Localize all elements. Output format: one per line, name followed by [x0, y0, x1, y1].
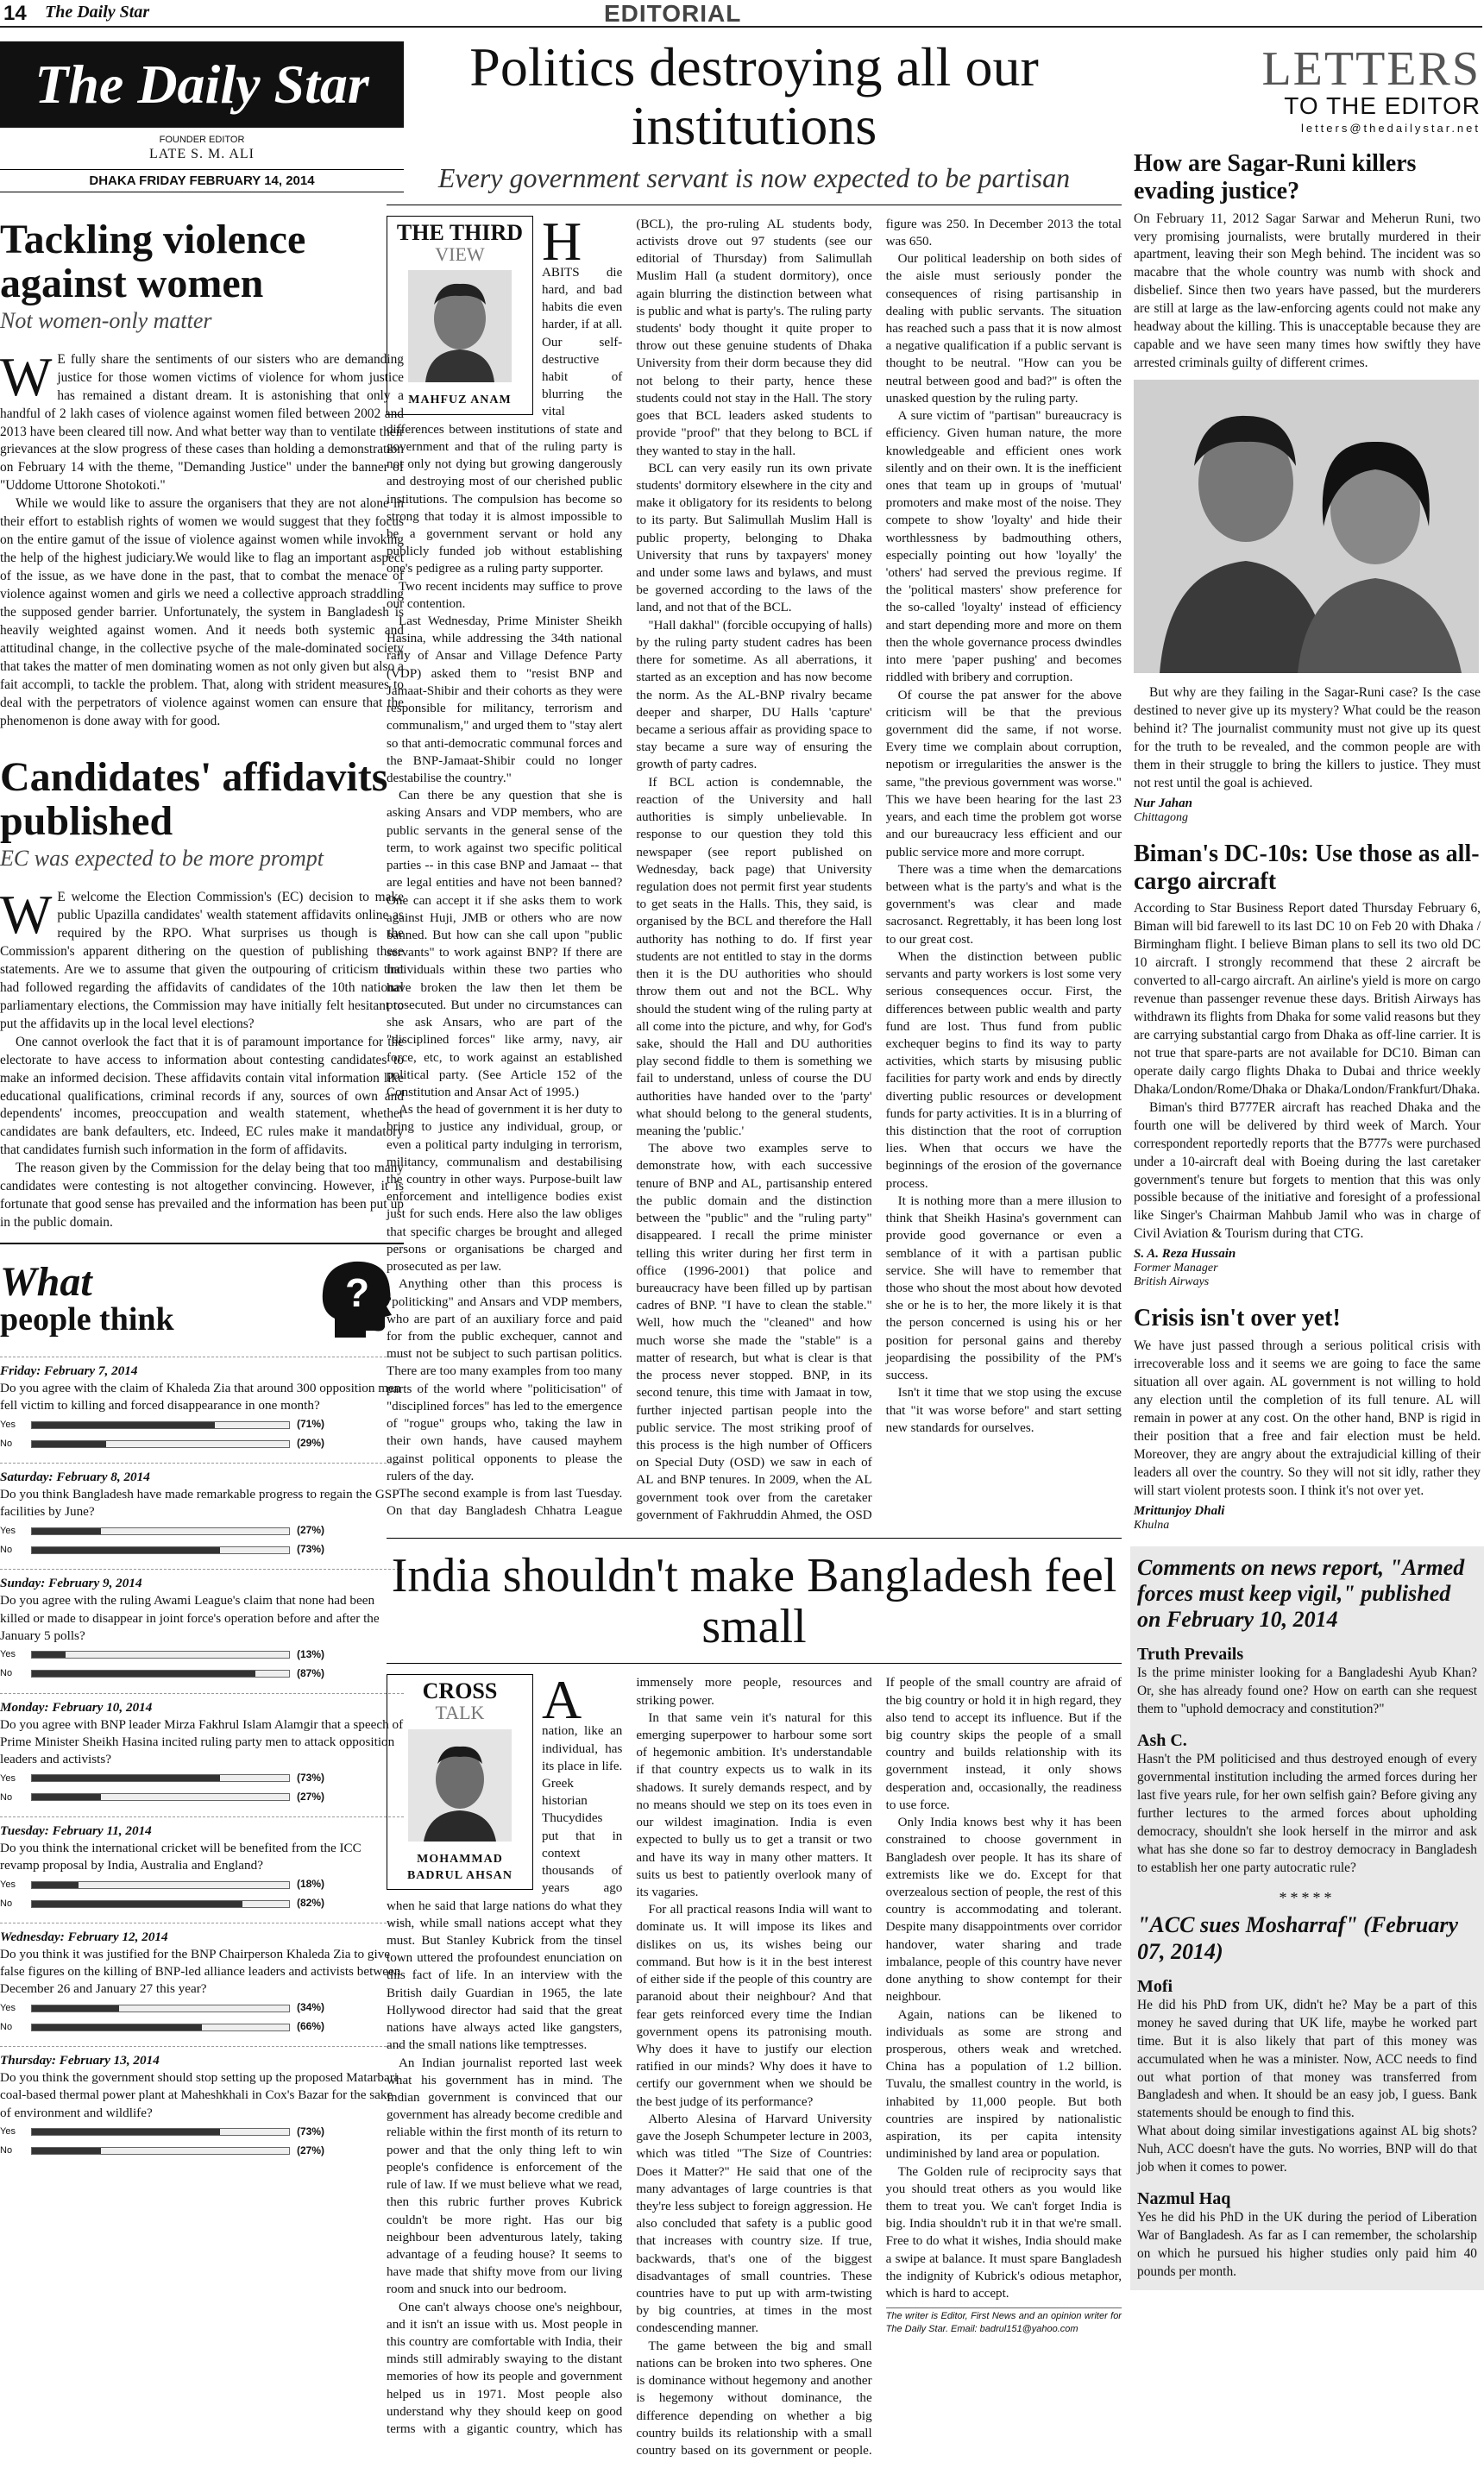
- letters-subtitle: TO THE EDITOR: [1284, 92, 1481, 119]
- poll-bar-fill: [32, 1422, 215, 1428]
- poll-bar-label: No: [0, 1791, 13, 1803]
- dropcap: W: [0, 345, 53, 407]
- dateline: DHAKA FRIDAY FEBRUARY 14, 2014: [0, 169, 404, 192]
- poll-date: Monday: February 10, 2014: [0, 1699, 153, 1715]
- paragraph: E fully share the sentiments of our sisters who are demanding justice for those women victims of violence for whom justice has remained a distant dream. It is astonishing that only a handful of 2 lakh cases of violence against women filed between 2002 and 2013 have been cleared till now. And what better way than to ventilate their grievances at the slow progress of these cases than holding a demonstration on February 14 with the theme, "Demanding Justice" under the banner of "Uddome Uttorone Shotokoti.": [0, 351, 404, 494]
- commenter-name: Nazmul Haq: [1137, 2189, 1231, 2209]
- poll-bar-track: [31, 1793, 290, 1801]
- poll-question: Do you agree with BNP leader Mirza Fakhrul Islam Alamgir that a speech of Prime Minister Sheikh Hasina incited ruling party men to attack opposition leaders and activists?: [0, 1716, 404, 1766]
- letter-signer: S. A. Reza Hussain: [1134, 1247, 1236, 1262]
- poll-bar-fill: [32, 1528, 101, 1534]
- middle-column: [387, 35, 1122, 2458]
- paragraph: The reason given by the Commission for the delay being that too many candidates were contesting is not altogether convincing. However, it is fortunate that good sense has prevailed and the information has been put up in the public domain.: [0, 1161, 404, 1231]
- poll-bar-track: [31, 2005, 290, 2012]
- poll-bar-no: [0, 1541, 404, 1558]
- poll-bar-percent: (73%): [297, 1771, 325, 1784]
- poll-bar-fill: [32, 1794, 101, 1800]
- separator-stars: *****: [1279, 1889, 1336, 1907]
- paragraph: But why are they failing in the Sagar-Runi case? Is the case destined to never give up its mystery? What could be the reason behind it? The journalist community must not give up its quest for the truth to be revealed, and the common people are with them in their struggle to bring the killers to justice. They must not rest until the goal is achieved.: [1134, 685, 1481, 790]
- paragraph: E welcome the Election Commission's (EC) decision to make public Upazilla candidates' wealth statement affidavits online as required by the RPO. What surprises us though is the Commission's apparent dithering on the question of publishing these statements. Are we to assume that given the outpouring of criticism that had followed regarding the affidavits of candidates of the 10th national parliamentary elections, the Commission may have initially felt hesitant to put the affidavits up in the local level elections?: [0, 890, 404, 1031]
- paragraph: Two recent incidents may suffice to prove our contention.: [387, 579, 623, 611]
- poll-date: Sunday: February 9, 2014: [0, 1576, 142, 1591]
- paragraph: It is nothing more than a mere illusion to think that Sheikh Hasina's government can provide good governance or even a semblance of it with a partisan public service. She will have to remember that those who shout the most about how devoted she or he is to her, the more likely it is that the person concerned is using his or her position for personal gains and thereby jeopardising the possibility of the PM's success.: [885, 1193, 1122, 1383]
- poll-bar-fill: [32, 2129, 220, 2135]
- letter-crisis: [1134, 1305, 1481, 1532]
- editorial-affidavits: [0, 756, 404, 1232]
- poll-question: Do you agree with the claim of Khaleda Zia that around 300 opposition men fell victim to killing and forced disappearance in one month?: [0, 1381, 401, 1413]
- paragraph: "Hall dakhal" (forcible occupying of halls) by the ruling party student cadres has been there for sometime. As all aberrations, it started as an exception and has now become the norm. As the AL-BNP rivalry became deeper and sharper, DU Halls 'capture' became a serious affair as providing space to stay became a sure way of ensuring the growth of party cadres.: [636, 618, 872, 772]
- column-label-sub: TALK: [435, 1702, 485, 1724]
- poll-bar-label: Yes: [0, 1526, 16, 1537]
- what-people-think-box: [0, 1243, 404, 2160]
- poll-bar-label: Yes: [0, 1419, 16, 1430]
- poll-bar-percent: (27%): [297, 2144, 325, 2156]
- byline-box: [387, 216, 533, 415]
- poll-bar-track: [31, 1440, 290, 1448]
- poll-item: [0, 1923, 404, 2036]
- paragraph: While we would like to assure the organisers that they are not alone in their effort to establish rights of women we would suggest that they focus on the entire gamut of the issue of violence against women while invoking the help of the highest judiciary.We would like to flag an important aspect of the issue, as we have done in the past, that to combat the menace of violence against women and girls we need a collective approach straddling the supposed gender barrier. Unfortunately, the system in Bangladesh is heavily weighted against women. And it needs both systemic and attitudinal change, in the collective psyche of the male-dominated society that takes the matter of men dominating women as not only given but also a fait accompli, to tackle the problem. That, along with strident measures to deal with the perpetrators of violence against women can ensure that the phenomenon is done away with for good.: [0, 496, 404, 728]
- poll-question: Do you think the government should stop setting up the proposed Matarbari coal-based thermal power plant at Maheshkhali in Cox's Bazar for the sake of environment and wildlife?: [0, 2070, 399, 2120]
- poll-bar-track: [31, 1421, 290, 1429]
- poll-bar-yes: [0, 1522, 404, 1539]
- poll-bar-yes: [0, 1646, 404, 1664]
- poll-bar-fill: [32, 1441, 106, 1447]
- paragraph: Alberto Alesina of Harvard University gave the Joseph Schumpeter lecture in 2003, which was titled "The Size of Countries: Does it Matter?" He said that one of the many advantages of large countries is that they're less subject to foreign aggression. He also concluded that safety is a public good that increases with country size. If true, backwards, that's one of the biggest disadvantages of small countries. These countries have to put up with arm-twisting by big countries, at times in the most condescending manner.: [636, 2112, 872, 2336]
- commenter-name: Mofi: [1137, 1976, 1173, 1996]
- poll-question: Do you agree with the ruling Awami League's claim that none had been killed or made to disappear in joint force's operation before and after the January 5 polls?: [0, 1593, 380, 1643]
- paragraph: One cannot overlook the fact that it is of paramount importance for the electorate to have access to information about contesting candidates to make an informed decision. These affidavits contain vital information like educational qualifications, criminal records if any, sources of own and dependents' incomes, preoccupation and wealth statement, whether candidates are bank defaulters, etc. Indeed, EC rules make it mandatory that candidates furnish such information in the form of affidavits.: [0, 1034, 404, 1158]
- comments-heading: Comments on news report, "Armed forces must keep vigil," published on February 10, 2014: [1137, 1554, 1465, 1632]
- poll-bar-track: [31, 1881, 290, 1889]
- paragraph: Of course the pat answer for the above criticism will be that the previous government did the same, if not worse. Every time we complain about corruption, nepotism or irregularities the answer is the same, "the previous government was worse." This we have been hearing for the last 23 years, and each time the problem got worse and our bureaucracy less efficient and our public service more and more corrupt.: [885, 688, 1122, 859]
- second-article-headline: India shouldn't make Bangladesh feel small: [391, 1548, 1117, 1654]
- poll-date: Wednesday: February 12, 2014: [0, 1930, 168, 1945]
- letters-header: [1134, 42, 1481, 135]
- poll-bar-percent: (34%): [297, 2001, 325, 2014]
- author-name: MAHFUZ ANAM: [408, 393, 512, 407]
- column-label-sub: VIEW: [435, 242, 485, 265]
- poll-date: Tuesday: February 11, 2014: [0, 1823, 152, 1838]
- poll-bar-yes: [0, 2124, 404, 2141]
- letter-body: [1134, 1338, 1481, 1500]
- poll-bar-yes: [0, 1999, 404, 2017]
- comment-text: Yes he did his PhD in the UK during the period of Liberation War of Bangladesh. As far as I can remember, the scholarship on which he pursued his higher studies only paid him 40 pounds per month.: [1137, 2210, 1477, 2279]
- founder-label: FOUNDER EDITOR: [159, 135, 245, 145]
- comments-heading-2: "ACC sues Mosharraf" (February 07, 2014): [1137, 1912, 1458, 1964]
- paragraph: When the distinction between public servants and party workers is lost some very serious consequences occur. First, the differences between public wealth and party fund are lost. Thus fund from public exchequer begins to find its way to party activities, which starts by misusing public facilities for party work and ends by directly diverting public resources or development funds for party activities. It is in a blurring of this distinction that the root of corruption lies. When that occurs we have the beginnings of the erosion of the governance process.: [885, 949, 1122, 1191]
- poll-bar-label: No: [0, 2145, 13, 2156]
- comments-list-2: [1137, 1977, 1477, 2282]
- editorial-headline: Candidates' affidavits published: [0, 754, 388, 845]
- comments-list: [1137, 1645, 1477, 1877]
- poll-bar-no: [0, 1789, 404, 1806]
- poll-bar-percent: (82%): [297, 1897, 325, 1910]
- wpt-title-line2: people think: [0, 1301, 174, 1338]
- paragraph: BCL can very easily run its own private students' dormitory elsewhere in the city and make it obligatory for its residents to belong to its party. But Salimullah Muslim Hall is public property, belonging to Dhaka University that runs by taxpayers' money and under some laws and bylaws, and must be governed according to the laws of the land, and not that of the BCL.: [636, 461, 872, 615]
- poll-question: Do you think it was justified for the BNP Chairperson Khaleda Zia to give false figures on the killing of BNP-led alliance leaders and activists between December 26 and January 27 this year?: [0, 1947, 401, 1997]
- poll-bar-fill: [32, 1547, 220, 1553]
- commenter-name: Truth Prevails: [1137, 1645, 1244, 1665]
- paragraph: Isn't it time that we stop using the excuse that "it was worse before" and start setting new standards for ourselves.: [885, 1386, 1122, 1435]
- paragraph: The second example is from last Tuesday. On that day Bangladesh Chhatra League (BCL), the pro-ruling AL students body, activists drove out 97 students (see our editorial of Thursday) from Salimullah Muslim Hall (a student dormitory), once again blurring the distinction between what is public and what is party's. The ruling party students' body thought it quite proper to throw out these genuine students of Dhaka University from their dorm because they did not belong to their party, hence these students could not stay in the Hall. The story goes that BCL leaders asked students to provide "proof" that they belong to BCL if they wanted to stay in the hall.: [387, 217, 872, 1519]
- poll-bar-label: Yes: [0, 1879, 16, 1890]
- poll-item: [0, 1463, 404, 1558]
- main-article-headline: Politics destroying all our institutions: [469, 36, 1039, 156]
- divider: [387, 1663, 1122, 1664]
- poll-bar-fill: [32, 1882, 79, 1888]
- dropcap: W: [0, 884, 53, 946]
- letter-signer-location: Chittagong: [1134, 810, 1189, 824]
- paragraph: Again, nations can be likened to individuals as some are strong and prosperous, others weak and wretched. China has a population of 1.2 billion. Tuvalu, the smallest country in the world, is inhabited by 11,000 people. But both countries are inspired by nationalistic aspiration, its per capita intensity undiminished by land area or population.: [885, 2007, 1122, 2162]
- poll-bar-fill: [32, 2024, 202, 2030]
- poll-bar-label: Yes: [0, 1772, 16, 1784]
- poll-bar-track: [31, 1670, 290, 1678]
- poll-bar-fill: [32, 2148, 101, 2154]
- editorial-body: [0, 345, 404, 731]
- poll-bar-no: [0, 1435, 404, 1452]
- poll-bar-fill: [32, 1652, 66, 1658]
- commenter-name: Ash C.: [1137, 1730, 1187, 1750]
- writer-footnote: The writer is Editor, First News and an opinion writer for The Daily Star. Email: badrul151@yahoo.com: [886, 2307, 1122, 2335]
- poll-bar-fill: [32, 1671, 255, 1677]
- poll-bar-label: No: [0, 1668, 13, 1679]
- comment-text: Hasn't the PM politicised and thus destroyed enough of every governmental institution including the armed forces during her last five years rule, for her own selfish gain? Before giving any further lectures to the armed forces about upholding democracy, shouldn't she look herself in the mirror and ask what has she done so far to destroy democracy in Bangladesh to establish her one party autocratic rule?: [1137, 1751, 1477, 1875]
- letter-sagar-runi: [1134, 150, 1481, 825]
- poll-bar-fill: [32, 2005, 119, 2012]
- poll-bar-percent: (71%): [297, 1418, 325, 1431]
- author-name: MOHAMMAD BADRUL AHSAN: [406, 1852, 513, 1882]
- letter-title: Crisis isn't over yet!: [1134, 1305, 1341, 1332]
- poll-item: [0, 1569, 404, 1682]
- couple-photo: [1134, 380, 1479, 673]
- section-label: EDITORIAL: [604, 0, 742, 27]
- poll-bar-label: Yes: [0, 2126, 16, 2137]
- poll-bar-no: [0, 1665, 404, 1683]
- poll-bar-track: [31, 1774, 290, 1782]
- poll-date: Saturday: February 8, 2014: [0, 1470, 150, 1485]
- paragraph-text: nation, like an individual, has its place in life. Greek historian Thucydides put that in context thousands of years ago when he said that large nations do what they wish, while small nations accept what they must. But Stanley Kubrick from the tinsel town uttered the profoundest enunciation on this fact of life. In an interview with the British daily Guardian in 1965, the late Hollywood director had said that the great nations have always acted like gangsters, and the small nations like temptresses.: [387, 1724, 623, 2053]
- poll-bar-label: No: [0, 1898, 13, 1909]
- poll-bar-percent: (29%): [297, 1437, 325, 1450]
- byline-box: [387, 1674, 533, 1890]
- poll-bar-percent: (87%): [297, 1666, 325, 1679]
- paragraph: In that same vein it's natural for this emerging superpower to harbour some sort of hegemonic ambition. It's understandable if that country expects us to walk in its shadows. It surely demands respect, and by no means should we step on its toes even in our wildest imagination. India is even expected to bully us to get a transit or two and have its way in many other matters. It suits us best to patiently overlook many of its vagaries.: [636, 1710, 872, 1899]
- paragraph: Last Wednesday, Prime Minister Sheikh Hasina, while addressing the 34th national rally of Ansar and Village Defence Party (VDP) asked them to "resist BNP and Jamaat-Shibir and their cohorts as they were responsible for militancy, terrorism and communalism," and urged them to "stay alert so that anti-democratic communal forces and the BNP-Jamaat-Shibir could no longer destabilise the country.": [387, 614, 623, 785]
- paragraph: Only India knows best why it has been constrained to choose government in Bangladesh over people. It has its share of extremists like we do. Except for that overzealous section of people, the rest of this country is accommodating and tolerant. Despite many disappointments over corridor handover, water sharing and trade imbalance, people of this country have never done anything to show contempt for their neighbour.: [885, 1816, 1122, 2005]
- left-column: [0, 41, 404, 2363]
- second-article-body: [387, 1669, 1122, 2468]
- poll-bar-percent: (27%): [297, 1790, 325, 1803]
- poll-item: [0, 2046, 404, 2159]
- author-portrait: [408, 1729, 512, 1842]
- letters-title: LETTERS: [1261, 42, 1481, 96]
- paragraph: Can there be any question that she is asking Ansars and VDP members, who are public servants in the general sense of the term, to work against two specific political parties -- in this case BNP and Jamaat -- that are legal entities and have not been banned? One can accept it if she asks them to work against Huji, JMB or others who are now banned. But how can she call upon "public servants" to work against BNP? If there are individuals within these two parties who have broken the law then let them be prosecuted. But under no circumstances can she ask Ansars, who are part of the "disciplined forces" like army, navy, air force, etc, to work against an established political party. (See Article 152 of the Constitution and Ansar Act of 1995.): [387, 789, 623, 1099]
- letter-signer: Mrittunjoy Dhali: [1134, 1503, 1225, 1518]
- author-portrait: [408, 270, 512, 382]
- paragraph: For all practical reasons India will want to dominate us. It will impose its likes and dislikes on us, its wishes being our command. But how is it in the best interest of either side if the people of this country are paranoid about their neighbour? And that fear gets reinforced every time the Indian government opens its patronising mouth. Why does it have to justify our election ratified in our minds? Why does it have to certify our government when we should be the best judge of its performance?: [636, 1903, 872, 2109]
- main-article-body: [387, 210, 1122, 1527]
- poll-date: Thursday: February 13, 2014: [0, 2053, 160, 2068]
- right-column: [1134, 42, 1481, 2366]
- svg-text:?: ?: [344, 1270, 370, 1315]
- poll-item: [0, 1816, 404, 1912]
- paragraph: One can't always choose one's neighbour, and it isn't an issue with us. Most people in this country are comfortable with India, their minds still admirably swaying to the distant memories of how its people and government helped us in 1971. Most people also understand why they should keep on good terms with a gigantic country, which has immensely more people, resources and striking power.: [387, 1676, 872, 2437]
- paragraph: We have just passed through a serious political crisis with irrecoverable loss and it seems we are going to face the same situation all over again. AL government is not willing to hold any election until the completion of its full tenure. AL will remain in power at any cost. On the other hand, BNP is rigid in their position that a free and fair election must be held. Moreover, they are angry about the extrajudicial killing of their leaders all over the country. So they will not sit idly, rather they will start violent protests soon. I think it's not over yet.: [1134, 1338, 1481, 1498]
- letter-body-cont: [1134, 684, 1481, 793]
- poll-bar-percent: (13%): [297, 1647, 325, 1660]
- editorial-subhead: Not women-only matter: [0, 307, 212, 333]
- poll-bar-fill: [32, 1775, 220, 1781]
- founder-name: LATE S. M. ALI: [149, 147, 255, 161]
- paragraph: If BCL action is condemnable, the reaction of the University and hall authorities is simply unbelievable. In response to our question they told this newspaper (see report published on Wednesday, back page) that University regulation does not permit first year students to get seats in the Halls. This, they said, is organised by the BCL and therefore the Hall authority has nothing to do. If first year students are not entitled to stay in the dorms then it is the DU authorities who should throw them out and not the BCL. Why should the student wing of the ruling party at all come into the picture, and why, for God's sake, should the Hall and DU authorities play second fiddle to them is something we fail to understand, unless of course the DU authorities have handed over to the 'party' what should belong to the general students, meaning the 'public.': [636, 775, 872, 1139]
- paragraph: As the head of government it is her duty to bring to justice any individual, group, or even a political party indulging in terrorism, militancy, communalism and destabilising the country in other ways. Purpose-built law enforcement and intelligence bodies exist just for such ends. Here also the law obliges that specific charges be brought and alleged persons or organisations be charged and prosecuted as per law.: [387, 1103, 623, 1275]
- poll-bar-track: [31, 1527, 290, 1535]
- poll-bar-label: No: [0, 2022, 13, 2033]
- paragraph: The game between the big and small nations can be broken into two spheres. One is dominance without hegemony and another is hegemony without dominance, the difference depending on whether a big country builds its relationship with a small country based on its government or people. If people of the small country are afraid of the big country or hold it in high regard, they also tend to accept its influence. But if the big country skips the people of a small country and builds relationship with its government instead, it only shows desperation and, occasionally, the readiness to use force.: [636, 1676, 1122, 2458]
- poll-bar-track: [31, 1900, 290, 1908]
- poll-bar-label: Yes: [0, 2003, 16, 2014]
- paragraph: According to Star Business Report dated Thursday February 6, Biman will bid farewell to its last DC 10 on Feb 20 with Dhaka / Birmingham flight. I believe Biman plans to sell its two old DC 10 aircraft. I strongly recommend that these 2 aircraft be converted to all-cargo aircraft. An airline's yield is more on cargo revenue than passenger revenue these days. British Airways has withdrawn its flights from Dhaka for some valid reasons but they are carrying substantial cargo from Dhaka as off-line carrier. It is not true that spare-parts are not available for DC10. Biman can operate daily cargo flights Dhaka to Dubai and thrice weekly Dhaka/London/Rome/Dhaka or Dhaka/London/Frankfurt/Dhaka.: [1134, 901, 1481, 1097]
- letter-body: [1134, 211, 1481, 373]
- poll-bar-no: [0, 2018, 404, 2036]
- poll-bar-track: [31, 1651, 290, 1659]
- letter-signer-title: Former Manager: [1134, 1262, 1218, 1275]
- poll-bar-percent: (73%): [297, 1543, 325, 1556]
- poll-bar-track: [31, 2128, 290, 2136]
- page-number: 14: [3, 2, 27, 25]
- header-paper-name: The Daily Star: [45, 3, 150, 22]
- poll-bar-percent: (73%): [297, 2125, 325, 2137]
- poll-list: [0, 1357, 404, 2160]
- paragraph: Anything other than this process is "politicking" and Ansars and VDP members, who are part of an auxiliary force and paid for from the public exchequer, cannot and must not be subject to such partisan politics. There are too many examples from too many parts of the world where "politicisation" of "disciplined forces" has led to the emergence of "rogue" groups who, taking the law in their own hands, have caused mayhem against political opponents to please the rulers of the day.: [387, 1277, 623, 1483]
- editorial-body: [0, 884, 404, 1232]
- poll-bar-fill: [32, 1901, 242, 1907]
- wpt-title: [0, 1251, 404, 1346]
- poll-bar-percent: (18%): [297, 1878, 325, 1891]
- online-comments-box: [1130, 1546, 1484, 2290]
- page-header-bar: [0, 0, 1482, 28]
- editorial-violence: [0, 218, 404, 730]
- poll-bar-percent: (66%): [297, 2020, 325, 2033]
- letter-title: Biman's DC-10s: Use those as all-cargo aircraft: [1134, 840, 1480, 895]
- poll-bar-no: [0, 2143, 404, 2160]
- poll-item: [0, 1693, 404, 1806]
- paragraph: There was a time when the demarcations between what is the party's and what is the government's was clear and made sacrosanct. Regrettably, it has been long lost to our great cost.: [885, 862, 1122, 947]
- wpt-title-line1: What: [0, 1259, 92, 1305]
- paragraph: On February 11, 2012 Sagar Sarwar and Meherun Runi, two very promising journalists, were brutally murdered in their apartment, leaving their son Megh behind. The incident was so macabre that the whole country was numb with shock and disbelief. Since then two years have passed, but the murderers are still at large as the law-enforcing agents could not make any headway about the killing. This is unacceptable because they are capable and we have seen many times how swiftly they have arrested criminals guilty of different crimes.: [1134, 211, 1481, 371]
- column-label: THE THIRD: [396, 219, 524, 245]
- dropcap: H: [542, 210, 582, 272]
- letter-signer-org: British Airways: [1134, 1275, 1210, 1289]
- paragraph-text: ABITS die hard, and bad habits die even harder, if at all. Our self-destructive habit of blurring the vital differences between institutions of state and government and that of the ruling party is not only not dying but growing dangerously and destroying most of our cherished public institutions. The compulsion has become so strong that today it is almost impossible to be a government servant or hold any publicly funded job without establishing one's pedigree as a ruling party supporter.: [387, 265, 623, 576]
- letter-signer: Nur Jahan: [1134, 796, 1192, 810]
- poll-bar-yes: [0, 1876, 404, 1893]
- main-article-subhead: Every government servant is now expected to be partisan: [437, 161, 1071, 193]
- dropcap: A: [542, 1669, 582, 1731]
- paragraph: Biman's third B777ER aircraft has reached Dhaka and the fourth one will be delivered by third week of March. Your correspondent reportedly reports that the B777s were purchased under a 10-aircraft deal with Boeing during the last caretaker government's tenure but forgets to mention that this was only possible because of the initiative and foresight of a professional like Singer's Chairman Mahbub Jamil who was in charge of Civil Aviation & Tourism during that CTG.: [1134, 1099, 1481, 1242]
- poll-question: Do you think the international cricket will be benefited from the ICC revamp proposal by India, Australia and England?: [0, 1840, 362, 1873]
- letters-email: letters@thedailystar.net: [1300, 121, 1481, 135]
- poll-bar-track: [31, 2024, 290, 2031]
- divider: [387, 1538, 1122, 1539]
- paragraph: Our political leadership on both sides of the aisle must seriously ponder the consequences of rising partisanship in dealing with public servants. The situation has reached such a pass that it is now almost a negative qualification if a public servant is thought to be neutral. "How can you be neutral between good and bad?" is often the unasked question by the ruling party.: [885, 252, 1122, 406]
- letter-body: [1134, 900, 1481, 1243]
- paragraph: A sure victim of "partisan" bureaucracy is efficiency. Given human nature, the more knowledgeable and efficient ones work silently and on their own. It is the inefficient ones that team up in groups of 'mutual' promoters and make most of the noise. They compete to show 'loyalty' and hide their worthlessness by badmouthing others, especially pointing out how 'loyally' the 'others' had served the previous regime. If the 'political masters' show preference for the so-called 'loyalty' instead of efficiency and start depending more and more on them then the whole governance process dwindles into mere 'paper pushing' and becomes riddled with bribery and corruption.: [885, 409, 1122, 685]
- poll-bar-label: No: [0, 1438, 13, 1449]
- masthead-logo: The Daily Star: [0, 41, 404, 128]
- poll-date: Friday: February 7, 2014: [0, 1363, 138, 1378]
- letter-biman: [1134, 841, 1481, 1290]
- poll-bar-track: [31, 2147, 290, 2155]
- poll-bar-no: [0, 1895, 404, 1912]
- poll-bar-yes: [0, 1770, 404, 1787]
- poll-bar-label: Yes: [0, 1649, 16, 1660]
- poll-bar-percent: (27%): [297, 1524, 325, 1537]
- editorial-subhead: EC was expected to be more prompt: [0, 846, 324, 872]
- paragraph: The above two examples serve to demonstrate how, with each successive tenure of BNP and AL, partisanship entered the public domain and the distinction between the "public" and the "ruling party" disappeared. I recall the prime minister telling this writer during her first term in office (1996-2001) that police and bureaucracy have been filled up by partisan cadres of BNP. "I have to clean the stable." Well, how much the "cleaned" and how much worse she made the "stable" is a matter of research, but what is clear is that the process never stopped. BNP, in its second tenure, this time with Jamaat in tow, further injected partisan people into the public service. The most striking proof of this process is the high number of Officers on Special Duty (OSD) we saw in each of AL and BNP tenures. In 2009, when the AL government took over from the caretaker government of Fakhruddin Ahmed, the OSD figure was 250. In December 2013 the total was 650.: [636, 217, 1122, 1522]
- comment-text: He did his PhD from UK, didn't he? May be a part of this money he saved during that UK life, maybe he worked part time. But it is also likely that part of this money was accumulated when he was a minister. Now, ACC needs to find out what portion of that money was transferred from Bangladesh and when. It should be an easy job, I guess. Bank statements should be enough to find this. What about doing similar investigations against AL big shots? Nuh, ACC doesn't have the guts. No worries, BNP will do that job when it comes to power.: [1137, 1997, 1477, 2175]
- poll-bar-yes: [0, 1416, 404, 1433]
- paragraph: An Indian journalist reported last week what his government has in mind. The Indian government is convinced that our government has already become credible and reliable within the first month of its return to power and that the only thing left to win people's confidence is enforcement of the rule of law. If we must believe what we read, then this rubric further proves Kubrick couldn't be more right. Has our big neighbour been adventurous lately, taking advantage of a feuding house? It seems to have made that shifty move from our living room and snuck into our bedroom.: [387, 2056, 623, 2297]
- poll-bar-track: [31, 1546, 290, 1554]
- editorial-headline: Tackling violence against women: [0, 217, 306, 306]
- comment-text: Is the prime minister looking for a Bangladeshi Ayub Khan? Or, she has already found one? How on earth can she request them to "uphold democracy and constitution?": [1137, 1665, 1477, 1716]
- poll-question: Do you think Bangladesh have made remarkable progress to regain the GSP facilities by June?: [0, 1487, 399, 1520]
- column-label: CROSS: [422, 1678, 498, 1704]
- letter-signer-location: Khulna: [1134, 1518, 1170, 1532]
- letter-title: How are Sagar-Runi killers evading justice?: [1134, 149, 1417, 205]
- paragraph: The Golden rule of reciprocity says that you should treat others as you would like them to treat you. We can't forget India is big. India shouldn't rub it in that we're small. Free to do what it wishes, India should make a swipe at balance. It must spare Bangladesh the indignity of Kubrick's odious metaphor, which is hard to accept.: [885, 2164, 1122, 2301]
- poll-bar-label: No: [0, 1545, 13, 1556]
- poll-item: [0, 1357, 404, 1452]
